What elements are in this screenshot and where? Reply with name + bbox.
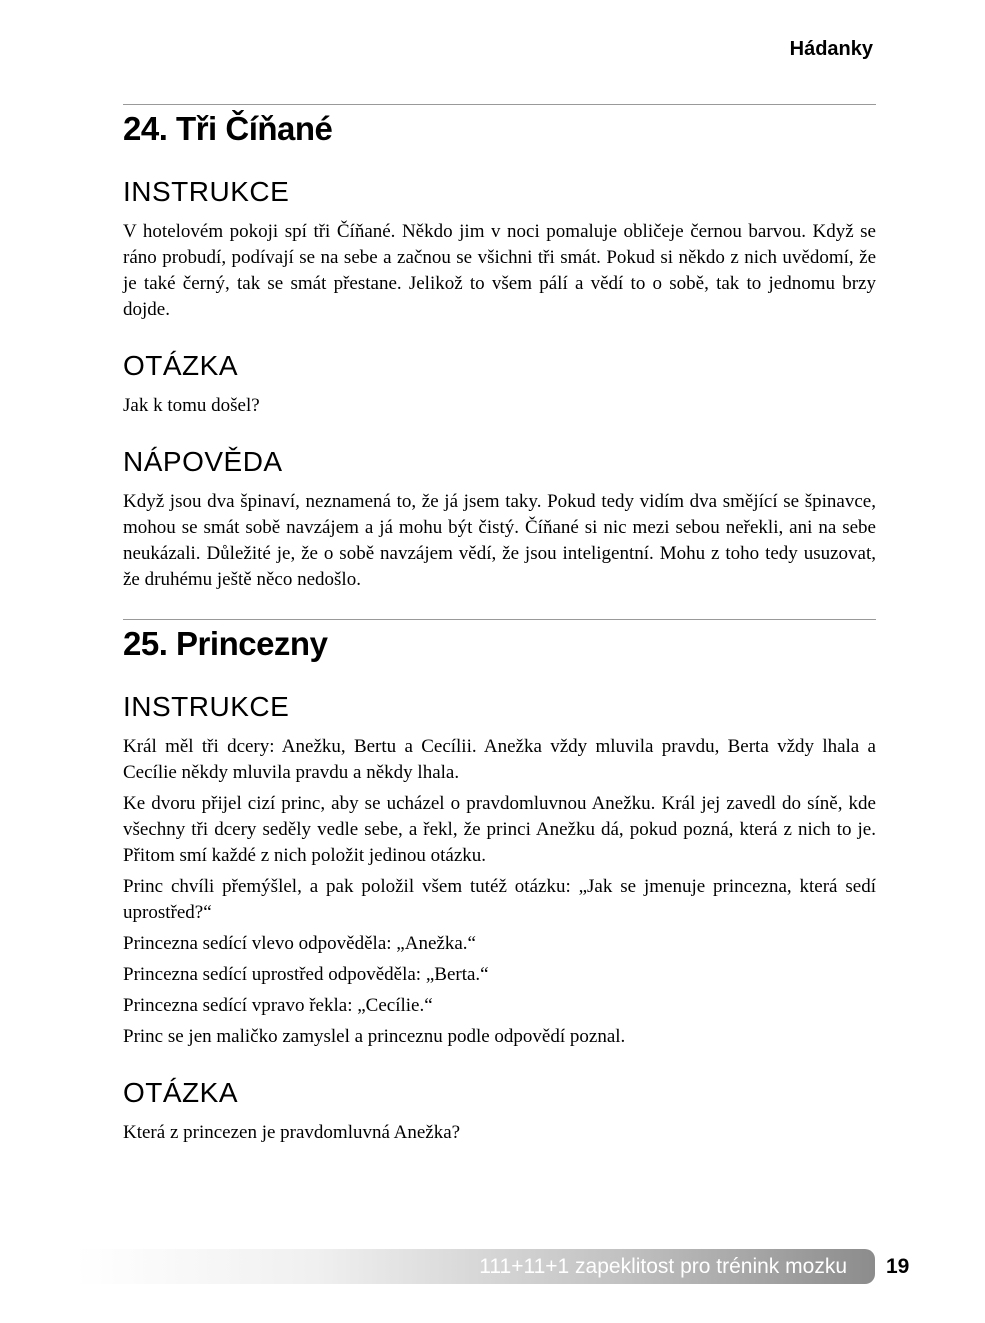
paragraph-instrukce-25-3: Princ chvíli přemýšlel, a pak položil všem tutéž otázku: „Jak se jmenuje princezna, která sedí uprostřed?“ [123,876,876,923]
paragraph-instrukce-25-7: Princ se jen maličko zamyslel a princeznu podle odpovědí poznal. [123,1026,626,1047]
section-divider [123,619,876,620]
paragraph-instrukce-25-1: Král měl tři dcery: Anežku, Bertu a Cecílii. Anežka vždy mluvila pravdu, Berta vždy lhala a Cecílie někdy mluvila pravdu a někdy lhala. [123,736,876,783]
running-header: Hádanky [789,38,873,60]
heading-otazka-24: OTÁZKA [123,350,239,381]
section-title-24: 24. Tři Číňané [123,110,333,147]
paragraph-instrukce-25-2: Ke dvoru přijel cizí princ, aby se ucházel o pravdomluvnou Anežku. Král jej zavedl do síně, kde všechny tři dcery seděly vedle sebe, a řekl, že princi Anežku dá, pokud pozná, která z nich to je. Přitom smí každé z nich položit jedinou otázku. [123,793,876,866]
paragraph-otazka-25: Která z princezen je pravdomluvná Anežka? [123,1122,461,1143]
paragraph-otazka-24: Jak k tomu došel? [123,395,260,416]
paragraph-instrukce-25-5: Princezna sedící uprostřed odpověděla: „Berta.“ [123,964,489,985]
paragraph-instrukce-25-6: Princezna sedící vpravo řekla: „Cecílie.“ [123,995,433,1016]
paragraph-instrukce-25-4: Princezna sedící vlevo odpověděla: „Anežka.“ [123,933,476,954]
section-divider [123,104,876,105]
heading-instrukce-25: INSTRUKCE [123,691,290,722]
footer-banner-text: 111+11+1 zapeklitost pro trénink mozku [479,1255,847,1278]
page-number: 19 [886,1255,910,1278]
footer-banner [75,1249,875,1284]
heading-instrukce-24: INSTRUKCE [123,176,290,207]
heading-napoveda-24: NÁPOVĚDA [123,446,283,477]
section-title-25: 25. Princezny [123,625,328,662]
paragraph-instrukce-24: V hotelovém pokoji spí tři Číňané. Někdo jim v noci pomaluje obličeje černou barvou. Když se ráno probudí, podívají se na sebe a začnou se všichni tři smát. Pokud si někdo z nich uvědomí, že je také černý, tak se smát přestane. Jelikož to všem pálí a vědí to o sobě, tak to jednomu brzy dojde. [123,221,876,320]
heading-otazka-25: OTÁZKA [123,1077,239,1108]
page-content [123,0,876,1146]
paragraph-napoveda-24: Když jsou dva špinaví, neznamená to, že já jsem taky. Pokud tedy vidím dva smějící se špinavce, mohou se smát sobě navzájem a já mohu být čistý. Číňané si nic mezi sebou neřekli, ani na sebe neukázali. Důležité je, že o sobě navzájem vědí, že jsou inteligentní. Mohu z toho tedy usuzovat, že druhému ještě něco nedošlo. [123,491,876,590]
